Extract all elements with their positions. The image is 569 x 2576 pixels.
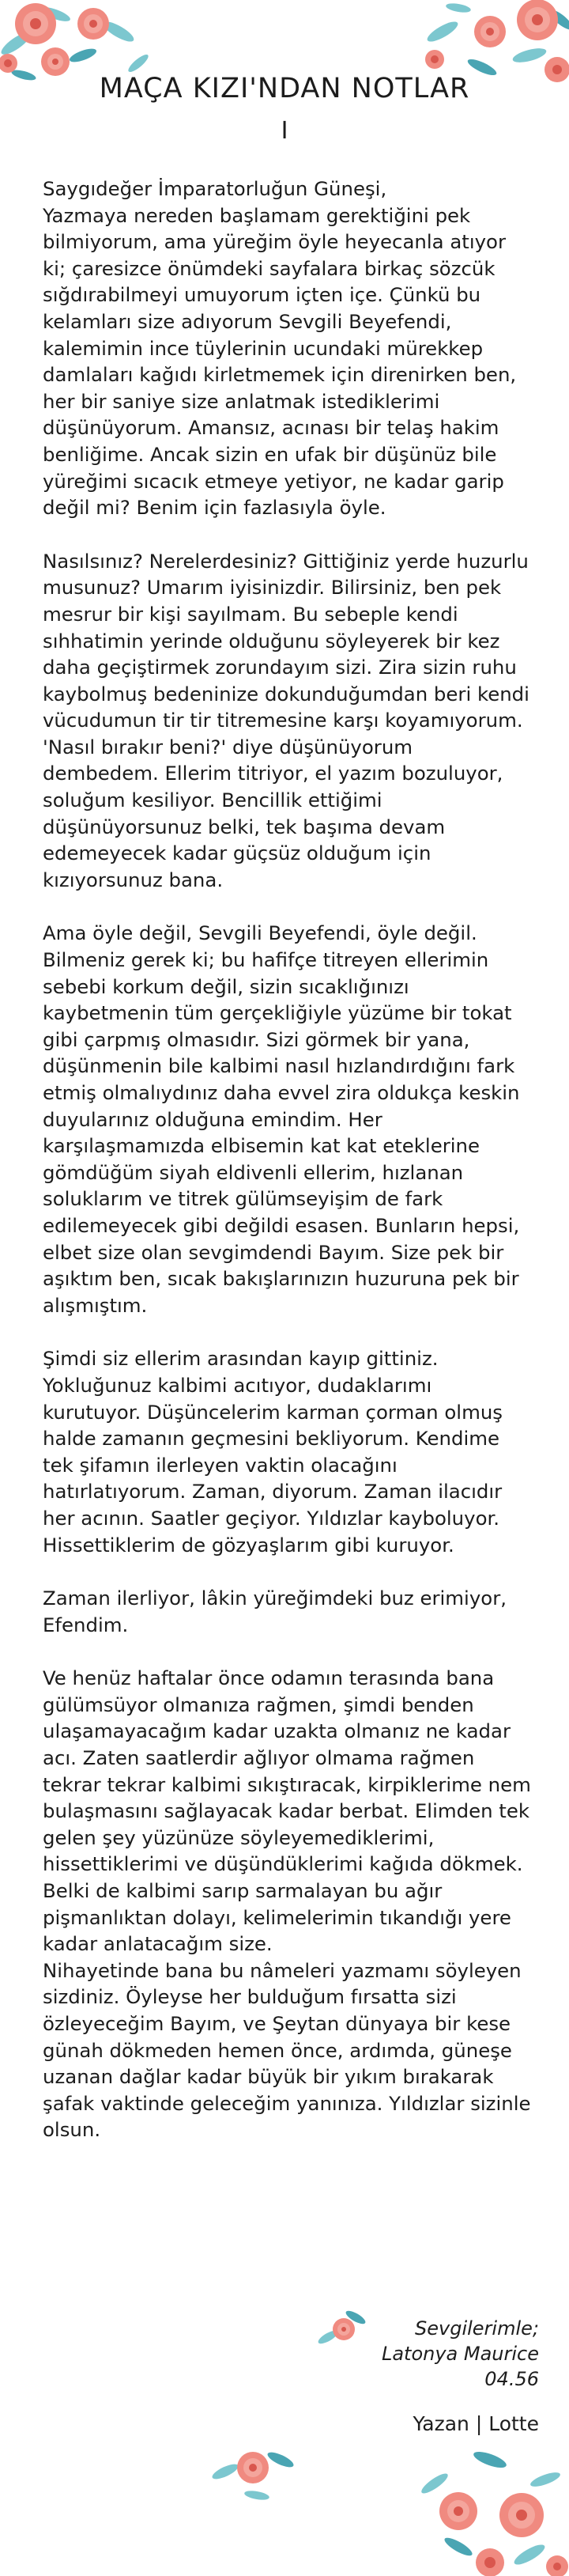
letter-paragraph: Zaman ilerliyor, lâkin yüreğimdeki buz erimiyor, Efendim. <box>43 1587 507 1636</box>
letter-paragraph: Ve henüz haftalar önce odamın terasında bana gülümsüyor olmanıza rağmen, şimdi benden ulaşamayacağım kadar uzakta olmanız ne kadar acı. Zaten saatlerdir ağlıyor olmama rağmen tekrar tekrar kalbimi sıkıştıracak, kirpiklerime nem bulaşmasını sağlayacak kadar berbat. Elimden tek gelen şey yüzünüze söyleyemediklerimi, hissettiklerimi ve düşündüklerimi kağıda dökmek. Belki de kalbimi sarıp sarmalayan bu ağır pişmanlıktan dolayı, kelimelerimin tıkandığı yere kadar anlatacağım size. Nihayetinde bana bu nâmeleri yazmamı söyleyen sizdiniz. Öyleyse her bulduğum fırsatta sizi özleyeceğim Bayım, ve Şeytan dünyaya bir kese günah dökmeden hemen önce, ardımda, güneşe uzanan dağlar kadar büyük bir yıkım bırakarak şafak vaktinde geleceğim yanınıza. Yıldızlar sizinle olsun. <box>43 1666 531 2142</box>
letter-paragraph: Ama öyle değil, Sevgili Beyefendi, öyle değil. Bilmeniz gerek ki; bu hafifçe titreyen ellerimin sebebi korkum değil, sizin sıcaklığınızı kaybetmenin tüm gerçekliğiyle yüzüme bir tokat gibi çarpmış olmasıdır. Sizi görmek bir yana, düşünmenin bile kalbimi nasıl hızlandırdığını fark etmiş olmalıydınız daha evvel zira oldukça keskin duyularınız olduğuna emindim. Her karşılaşmamızda elbisemin kat kat eteklerine gömdüğüm siyah eldivenli ellerim, hızlanan soluklarım ve titrek gülümseyişim de fark edilemeyecek gibi değildi esasen. Bunların hepsi, elbet size olan sevgimdendi Bayım. Size pek bir aşıktım ben, sıcak bakışlarınızın huzuruna pek bir alışmıştım. <box>43 921 520 1317</box>
signature-closing: Sevgilerimle; <box>415 2317 539 2340</box>
letter-paragraph: Saygıdeğer İmparatorluğun Güneşi, Yazmaya nereden başlamam gerektiğini pek bilmiyorum, ama yüreğim öyle heyecanla atıyor ki; çaresizce önümdeki sayfalara birkaç sözcük sığdırabilmeyi umuyorum içten içe. Çünkü bu kelamları size adıyorum Sevgili Beyefendi, kalemimin ince tüylerinin ucundaki mürekkep damlaları kağıdı kirletmemek için direnirken ben, her bir saniye size anlatmak istediklerimi düşünüyorum. Amansız, acınası bir telaş hakim benliğime. Ancak sizin en ufak bir düşünüz bile yüreğimi sıcacık etmeye yetiyor, ne kadar garip değil mi? Benim için fazlasıyla öyle. <box>43 177 517 520</box>
chapter-number: I <box>281 117 288 145</box>
signature-block <box>382 2316 539 2392</box>
author-credit: Yazan | Lotte <box>413 2412 539 2435</box>
letter-paragraph: Şimdi siz ellerim arasından kayıp gittiniz. Yokluğunuz kalbimi acıtıyor, dudaklarımı kurutuyor. Düşüncelerim karman çorman olmuş halde zamanın geçmesini bekliyorum. Kendime tek şifamın ilerleyen vaktin olacağını hatırlatıyorum. Zaman, diyorum. Zaman ilacıdır her acının. Saatler geçiyor. Yıldızlar kayboluyor. Hissettiklerim de gözyaşlarım gibi kuruyor. <box>43 1347 503 1557</box>
page-title: MAÇA KIZI'NDAN NOTLAR <box>99 73 470 104</box>
signature-time: 04.56 <box>484 2368 539 2390</box>
floral-corner-bottom-right <box>411 2436 569 2576</box>
letter-paragraph: Nasılsınız? Nerelerdesiniz? Gittiğiniz yerde huzurlu musunuz? Umarım iyisinizdir. Bilirsiniz, ben pek mesrur bir kişi sayılmam. Bu sebeple kendi sıhhatimin yerinde olduğunu söyleyerek bir kez daha geçiştirmek zorundayım sizi. Zira sizin ruhu kaybolmuş bedeninize dokunduğumdan beri kendi vücudumun tir tir titremesine karşı koyamıyorum. 'Nasıl bırakır beni?' diye düşünüyorum dembedem. Ellerim titriyor, el yazım bozuluyor, soluğum kesiliyor. Bencillik ettiğimi düşünüyorsunuz belki, tek başıma devam edemeyecek kadar güçsüz olduğum için kızıyorsunuz bana. <box>43 549 529 891</box>
letter-body <box>43 176 533 2170</box>
floral-bottom-middle <box>209 2432 296 2503</box>
floral-sprig-signature <box>316 2306 371 2353</box>
signature-name: Latonya Maurice <box>381 2343 539 2365</box>
